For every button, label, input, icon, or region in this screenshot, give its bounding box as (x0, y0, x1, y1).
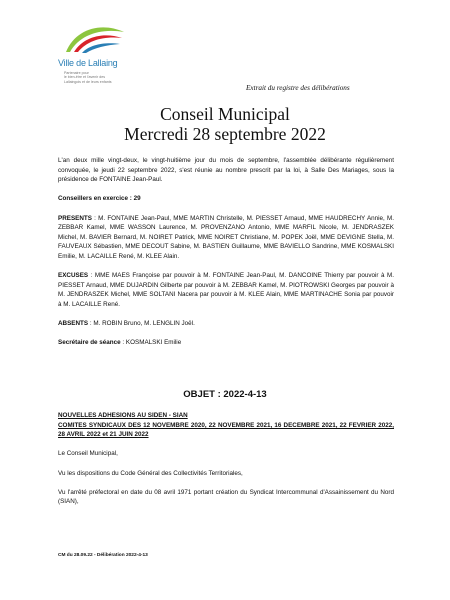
council-title: Conseil Municipal (160, 104, 290, 124)
absents-label: ABSENTS (58, 320, 89, 328)
logo-tagline-line: Partenaire pour (64, 71, 89, 75)
secretaire-name: : KOSMALSKI Emilie (120, 339, 182, 347)
paragraph-vu-code: Vu les dispositions du Code Général des Collectivités Territoriales, (58, 469, 243, 477)
registry-extract-label: Extrait du registre des délibérations (246, 84, 350, 92)
presents-list: : M. FONTAINE Jean-Paul, MME MARTIN Christelle, M. PIESSET Arnaud, MME HAUDRECHY Annie, M. ZEBBAR Kamel, MME WASSON Laurence, M. PROVENZANO Antonio, MME MARFIL Nicole, M. JENDRASZEK Michel, M. BAVIER Bernard, M. NOIRET Patrick, MME NOIRET Christiane, M. POPEK Joël, MME DEVIGNE Stella, M. FAUVEAUX Sébastien, MME DECOUT Sabine, M. BASTIEN Guillaume, MME BAVIELLO Sandrine, MME KOSMALSKI Emilie, M. LACAILLE René, M. KLEE Alain. (58, 214, 394, 260)
logo-swoosh-icon (62, 22, 126, 56)
city-logo (56, 22, 136, 86)
logo-tagline (64, 71, 144, 84)
subject-line-1: NOUVELLES ADHESIONS AU SIDEN - SIAN (58, 412, 188, 419)
absents-list: : M. ROBIN Bruno, M. LENGLIN Joël. (88, 320, 195, 328)
meeting-date: Mercredi 28 septembre 2022 (124, 124, 326, 144)
absents-paragraph (58, 319, 394, 329)
paragraph-vu-arrete: Vu l'arrêté préfectoral en date du 08 avril 1971 portant création du Syndicat Intercommunal d'Assainissement du Nord (SIAN), (58, 488, 394, 506)
subject-line-2: COMITES SYNDICAUX DES 12 NOVEMBRE 2020, 22 NOVEMBRE 2021, 16 DECEMBRE 2021, 22 FEVRIER 2022, 28 AVRIL 2022 et 21 JUIN 2022 (58, 421, 394, 439)
intro-paragraph: L'an deux mille vingt-deux, le vingt-huitième jour du mois de septembre, l'assemblée délibérante régulièrement convoquée, le jeudi 22 septembre 2022, s'est réunie au nombre prescrit par la loi, à Salle Des Mariages, sous la présidence de FONTAINE Jean-Paul. (58, 157, 394, 184)
presents-label: PRESENTS (58, 214, 92, 222)
logo-tagline-line: le bien-être et l'avenir des (64, 75, 106, 80)
logo-tagline-line: Lallaingois et de leurs enfants (64, 79, 112, 84)
objet-heading: OBJET : 2022-4-13 (183, 389, 267, 400)
document-title (0, 104, 450, 144)
paragraph-conseil: Le Conseil Municipal, (58, 450, 118, 458)
subject-block (58, 411, 394, 440)
excuses-label: EXCUSES (58, 272, 89, 280)
page-footer: CM du 28.09.22 - Délibération 2022-4-13 (58, 553, 148, 558)
attendance-section (58, 156, 394, 357)
secretaire-paragraph (58, 338, 394, 348)
secretaire-label: Secrétaire de séance (58, 339, 121, 347)
conseillers-count: Conseillers en exercice : 29 (58, 195, 141, 203)
excuses-list: : MME MAES Françoise par pouvoir à M. FONTAINE Jean-Paul, M. DANCOINE Thierry par pouvoir à M. PIESSET Arnaud, MME DUJARDIN Gilberte par pouvoir à M. ZEBBAR Kamel, M. PIOTROWSKI Georges par pouvoir à M. JENDRASZEK Michel, MME SOLTANI Nacera par pouvoir à M. KLEE Alain, MME MARTINACHE Sonia par pouvoir à M. LACAILLE René. (58, 272, 394, 308)
deliberation-section (58, 411, 394, 517)
presents-paragraph (58, 214, 394, 262)
excuses-paragraph (58, 271, 394, 309)
logo-name: Ville de Lallaing (58, 58, 118, 68)
